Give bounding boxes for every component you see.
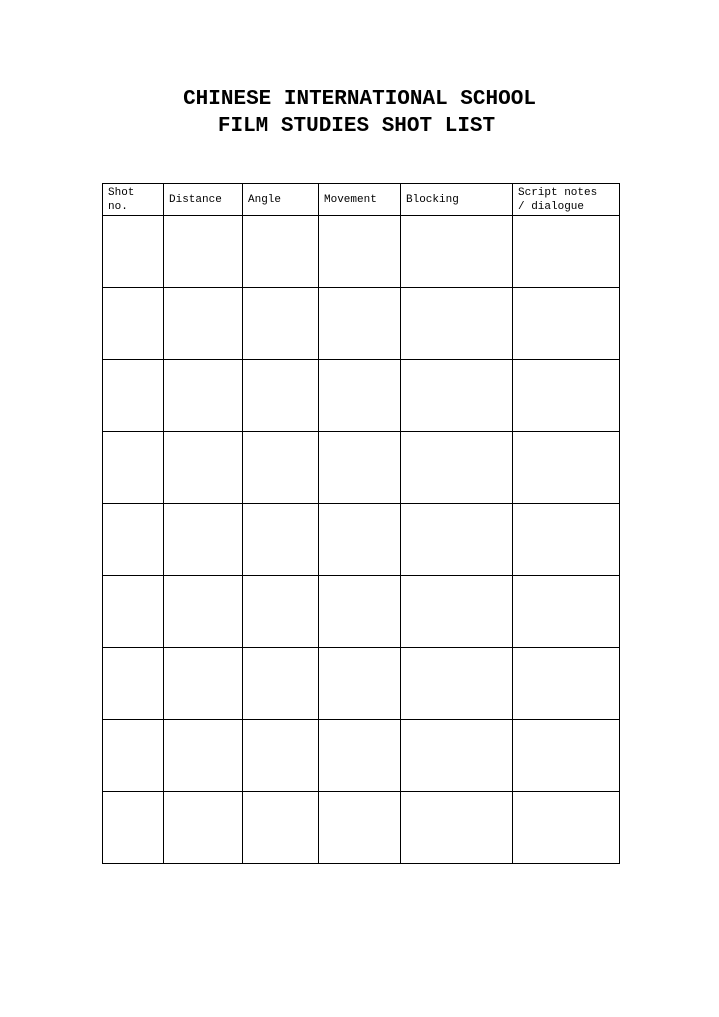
cell-shot-no xyxy=(103,360,164,432)
header-blocking: Blocking xyxy=(401,184,513,216)
document-title xyxy=(0,86,719,140)
cell-angle xyxy=(243,792,319,864)
cell-angle xyxy=(243,360,319,432)
cell-shot-no xyxy=(103,648,164,720)
shot-rows xyxy=(103,216,620,864)
cell-blocking xyxy=(401,504,513,576)
header-row xyxy=(103,184,620,216)
cell-movement xyxy=(319,648,401,720)
cell-movement xyxy=(319,432,401,504)
cell-script-notes xyxy=(513,216,620,288)
cell-distance xyxy=(164,432,243,504)
header-shot-no: Shot no. xyxy=(103,184,164,216)
cell-script-notes xyxy=(513,648,620,720)
cell-distance xyxy=(164,216,243,288)
cell-angle xyxy=(243,576,319,648)
table-row xyxy=(103,216,620,288)
cell-blocking xyxy=(401,648,513,720)
cell-distance xyxy=(164,504,243,576)
table-row xyxy=(103,432,620,504)
cell-shot-no xyxy=(103,720,164,792)
cell-shot-no xyxy=(103,792,164,864)
cell-distance xyxy=(164,720,243,792)
cell-distance xyxy=(164,792,243,864)
cell-distance xyxy=(164,360,243,432)
cell-movement xyxy=(319,216,401,288)
cell-distance xyxy=(164,288,243,360)
cell-shot-no xyxy=(103,216,164,288)
title-line-school: CHINESE INTERNATIONAL SCHOOL xyxy=(183,88,536,111)
cell-movement xyxy=(319,288,401,360)
cell-script-notes xyxy=(513,792,620,864)
cell-distance xyxy=(164,576,243,648)
cell-shot-no xyxy=(103,576,164,648)
cell-blocking xyxy=(401,432,513,504)
cell-angle xyxy=(243,648,319,720)
table-row xyxy=(103,720,620,792)
header-angle: Angle xyxy=(243,184,319,216)
cell-movement xyxy=(319,504,401,576)
cell-angle xyxy=(243,216,319,288)
cell-script-notes xyxy=(513,720,620,792)
cell-shot-no xyxy=(103,288,164,360)
cell-angle xyxy=(243,504,319,576)
table-row xyxy=(103,648,620,720)
cell-blocking xyxy=(401,720,513,792)
header-movement: Movement xyxy=(319,184,401,216)
table-row xyxy=(103,792,620,864)
cell-blocking xyxy=(401,360,513,432)
title-line-shot-list: FILM STUDIES SHOT LIST xyxy=(217,115,496,138)
cell-script-notes xyxy=(513,288,620,360)
cell-blocking xyxy=(401,792,513,864)
header-distance: Distance xyxy=(164,184,243,216)
header-script-notes: Script notes / dialogue xyxy=(513,184,620,216)
shot-list-table xyxy=(102,183,620,864)
cell-blocking xyxy=(401,576,513,648)
table-row xyxy=(103,576,620,648)
table-row xyxy=(103,504,620,576)
cell-shot-no xyxy=(103,432,164,504)
cell-angle xyxy=(243,720,319,792)
table-row xyxy=(103,288,620,360)
cell-movement xyxy=(319,720,401,792)
cell-movement xyxy=(319,792,401,864)
cell-blocking xyxy=(401,288,513,360)
cell-script-notes xyxy=(513,360,620,432)
cell-distance xyxy=(164,648,243,720)
table-row xyxy=(103,360,620,432)
cell-movement xyxy=(319,576,401,648)
cell-script-notes xyxy=(513,504,620,576)
cell-angle xyxy=(243,432,319,504)
cell-script-notes xyxy=(513,432,620,504)
cell-movement xyxy=(319,360,401,432)
cell-angle xyxy=(243,288,319,360)
cell-blocking xyxy=(401,216,513,288)
cell-shot-no xyxy=(103,504,164,576)
cell-script-notes xyxy=(513,576,620,648)
